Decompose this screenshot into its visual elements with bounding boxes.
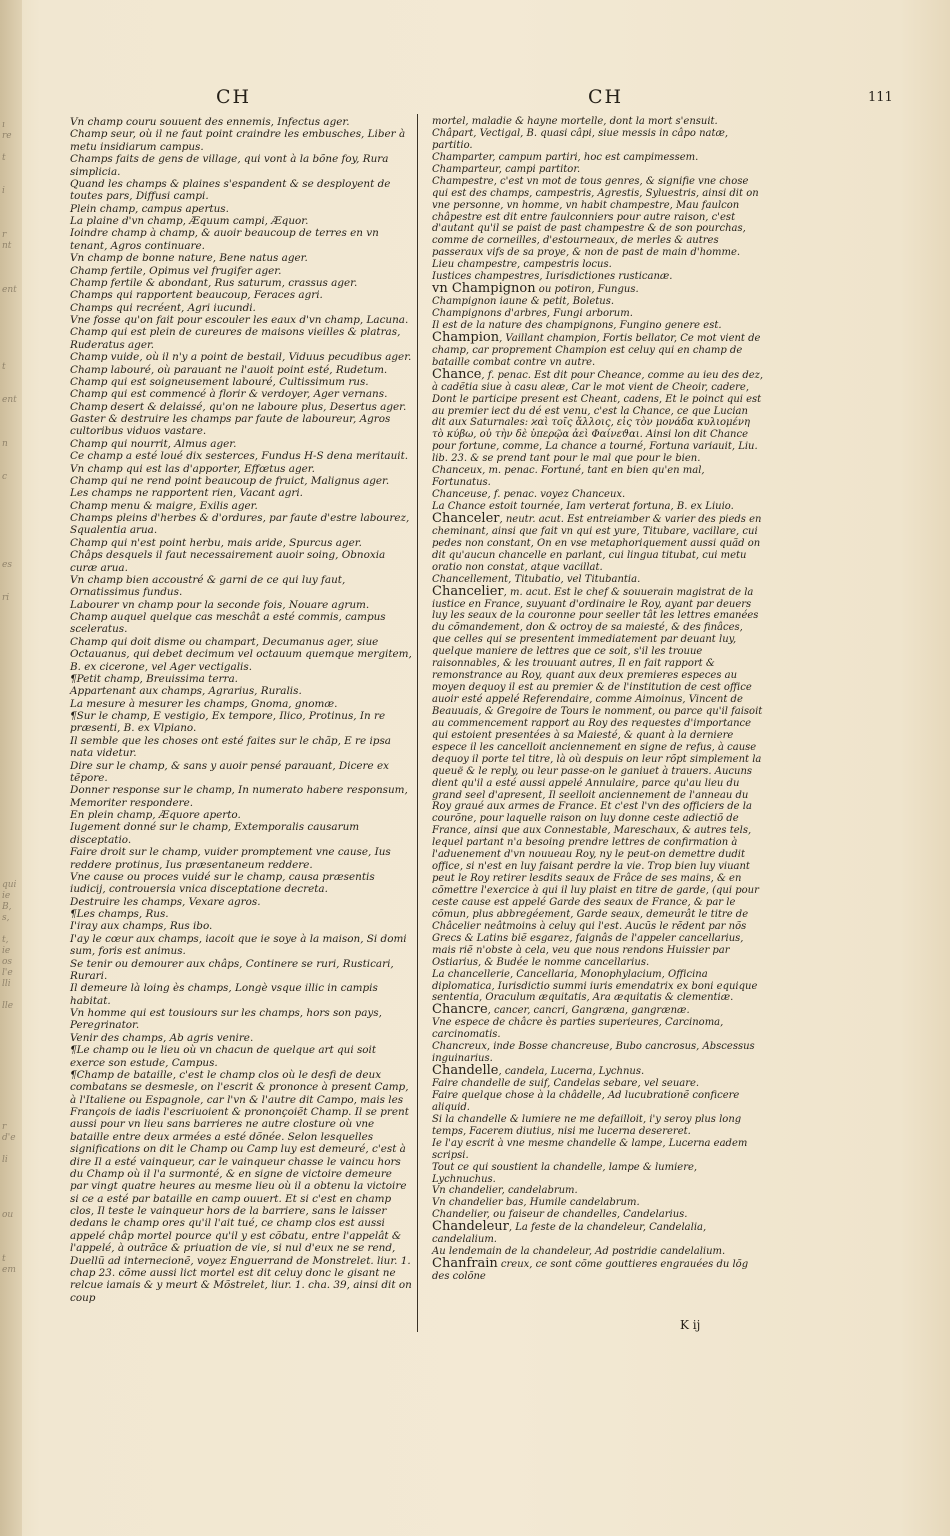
left-entry: Faire droit sur le champ, vuider promptement vne cause, Ius reddere protinus, Ius præsentaneum reddere. — [70, 846, 391, 871]
entry-text: Tout ce qui soustient la chandelle, lampe & lumiere, Lychnuchus. — [432, 1161, 698, 1185]
left-entry: Champ labouré, où parauant ne l'auoit point esté, Rudetum. — [70, 363, 388, 376]
entry-text: , Vaillant champion, Fortis bellator, Ce mot vient de champ, car proprement Champion est celuy qui en champ de bataille combat contre vn autre. — [432, 332, 761, 368]
entry-text: , cancer, cancri, Gangræna, gangrænæ. — [487, 1005, 690, 1017]
entry-text: Lieu champestre, campestris locus. — [432, 259, 612, 271]
left-entry: Ce champ a esté loué dix sesterces, Fundus H-S dena meritauit. — [70, 450, 409, 463]
left-entry: Champ qui est soigneusement labouré, Cultissimum rus. — [70, 375, 369, 388]
catchword — [680, 1318, 700, 1332]
right-entry — [432, 1197, 764, 1209]
page-number: 111 — [868, 90, 893, 105]
right-entry — [432, 1041, 764, 1065]
left-entry: Appartenant aux champs, Agrarius, Ruralis. — [70, 685, 302, 698]
entry-text: , neutr. acut. Est entreiamber & varier des pieds en cheminant, ainsi que fait vn qui est yure, Titubare, vacillare, cui pedes non constant, On en vse metaphoriquement aussi quãd on dit qu'aucun chancelle en parlant, cui lingua titubat, cui metu oratio non constat, atque vacillat. — [432, 513, 762, 573]
left-entry: ¶Le champ ou le lieu où vn chacun de quelque art qui soit exerce son estude, Campus. — [70, 1044, 377, 1069]
headword: Chancre — [432, 1002, 488, 1018]
left-entry: Iugement donné sur le champ, Extemporalis causarum disceptatio. — [70, 821, 360, 846]
entry-text: Chancreux, inde Bosse chancreuse, Bubo cancrosus, Abscessus inguinarius. — [432, 1041, 755, 1065]
entry-text: Chanceuse, f. penac. voyez Chanceux. — [432, 489, 626, 501]
left-entry: Donner response sur le champ, In numerato habere responsum, Memoriter respondere. — [70, 784, 408, 809]
running-head-right: CH — [588, 86, 624, 108]
entry-text: Il est de la nature des champignons, Fungino genere est. — [432, 319, 722, 331]
right-entry — [432, 128, 764, 152]
entry-text: Au lendemain de la chandeleur, Ad postridie candelalium. — [432, 1246, 726, 1258]
left-entry: Vn champ couru souuent des ennemis, Infectus ager. — [70, 116, 350, 128]
right-entry — [432, 164, 764, 176]
left-entry: La mesure à mesurer les champs, Gnoma, gnomæ. — [70, 697, 338, 710]
entry-text: Vn chandelier, candelabrum. — [432, 1185, 578, 1197]
left-entry: Champ qui ne rend point beaucoup de fruict, Malignus ager. — [70, 474, 390, 487]
left-entry: Destruire les champs, Vexare agros. — [70, 895, 261, 908]
left-entry: Champs qui recréent, Agri iucundi. — [70, 301, 256, 314]
facing-page-bleed-upper: ı re t i r nt ent t ent n c es ri — [2, 120, 17, 603]
right-entry — [432, 1185, 764, 1197]
left-entry: Châps desquels il faut necessairement auoir soing, Obnoxia curæ arua. — [70, 549, 386, 574]
left-entry: Vne cause ou proces vuidé sur le champ, causa præsentis iudicij, controuersia vnica disceptatione decreta. — [70, 870, 375, 896]
right-entry — [432, 1090, 764, 1114]
entry-text: Ie l'ay escrit à vne mesme chandelle & lampe, Lucerna eadem scripsi. — [432, 1137, 748, 1161]
right-entry — [432, 176, 764, 260]
left-entry: Labourer vn champ pour la seconde fois, Nouare agrum. — [70, 598, 370, 611]
left-entry: Champ qui nourrit, Almus ager. — [70, 437, 237, 450]
entry-text: , m. acut. Est le chef & souuerain magistrat de la iustice en France, suyuant d'ordinaire le Roy, ayant par deuers luy les seaux de la couronne pour seeller tât les lettres emanées du cõmandement, don & octroy de sa maiesté, & des finâces, que celles qui se presentent immediatement par deuant luy, quelque maniere de lettres que ce soit, s'il les trouue raisonnables, & les trouuant autres, Il en fait rapport & remonstrance au Roy, quant aux deux premieres especes au moyen dequoy il est au premier & de l'institution de cest office auoir esté appelé Referendaire, comme Aimoinus, Vincent de Beauuais, & Gregoire de Tours le nomment, ou parce qu'il faisoit au commencement rapport au Roy des requestes d'importance qui estoient presentées à sa Maiesté, & quant à la derniere espece il les cancelloit anciennement en signe de refus, à cause dequoy il porte tel titre, là où despuis on leur rõpt simplement la queuë & le reply, ou leur passe-on le ganiuet à trauers. Aucuns dient qu'il a esté aussi appelé Annulaire, parce qu'au lieu du grand seel d'apresent, Il seelloit anciennement de l'anneau du Roy graué aux armes de France. Et c'est l'vn des officiers de la courõne, pour laquelle raison on luy donne ceste adiectiõ de France, ainsi que aux Connestable, Mareschaux, & autres tels, lequel partant n'a besoing prendre lettres de confirmation à l'aduenement d'vn nouueau Roy, ny le peut-on demettre dudit office, si n'est en luy faisant perdre la vie. Trop bien luy viuant peut le Roy retirer lesdits seaux de Frâce de ses mains, & en cõmettre l'exercice à qui il luy plaist en titre de garde, (qui pour ceste cause est appelé Garde des seaux de France, & par le cõmun, plus abbregéement, Garde seaux, demeurât le titre de Châcelier neâtmoins à celuy qui l'est. Aucũs le rẽdent par nõs Grecs & Latins biẽ esgarez, faignâs de l'appeler cancellarius, mais riẽ n'obste à cela, veu que nous rendons Huissier par Ostiarius, & Budée le nomme cancellarius. — [432, 586, 763, 968]
entry-text: Châpart, Vectigal, B. quasi câpi, siue messis in câpo natæ, partitio. — [432, 127, 729, 151]
right-entry — [432, 1017, 764, 1041]
left-entry: Dire sur le champ, & sans y auoir pensé parauant, Dicere ex tẽpore. — [70, 759, 389, 784]
entry-text: Chandelier, ou faiseur de chandelles, Candelarius. — [432, 1209, 688, 1221]
right-entry — [432, 510, 764, 574]
left-entry: Champs faits de gens de village, qui vont à la bõne foy, Rura simplicia. — [70, 153, 389, 178]
left-entry: Venir des champs, Ab agris venire. — [70, 1031, 254, 1044]
left-entry: Champs qui rapportent beaucoup, Feraces agri. — [70, 289, 323, 302]
headword: Champion — [432, 329, 500, 345]
right-entry — [432, 583, 764, 969]
right-entry — [432, 1004, 764, 1017]
left-entry: Champ menu & maigre, Exilis ager. — [70, 499, 258, 512]
entry-text: Champestre, c'est vn mot de tous genres, & signifie vne chose qui est des champs, campestris, Agrestis, Syluestris, ainsi dit on vne personne, vn homme, vn habit champestre, Mau faulcon châpestre est dit entre faulconniers pour autre raison, c'est d'autant qu'il se paist de past champestre & de son pourchas, comme de corneilles, d'estourneaux, de merles & autres passeraux vifs de sa proye, & non de past de main d'homme. — [432, 175, 759, 259]
entry-text: creux, ce sont cõme gouttieres engrauées du lõg des colõne — [432, 1259, 749, 1282]
headword: Chanceler — [432, 510, 500, 526]
left-entry: Champ desert & delaissé, qu'on ne laboure plus, Desertus ager. — [70, 400, 407, 413]
right-entry — [432, 296, 764, 308]
right-entry — [432, 1114, 764, 1138]
entry-text: Iustices champestres, Iurisdictiones rusticanæ. — [432, 271, 673, 283]
right-entry — [432, 329, 764, 369]
right-entry — [432, 366, 764, 466]
left-entry: Champ vuide, où il n'y a point de bestail, Viduus pecudibus ager. — [70, 351, 412, 364]
entry-text: Faire chandelle de suif, Candelas sebare, vel seuare. — [432, 1078, 700, 1089]
left-entry: I'iray aux champs, Rus ibo. — [70, 920, 213, 933]
left-entry: Champ fertile, Opimus vel frugifer ager. — [70, 264, 282, 277]
right-entry — [432, 1221, 764, 1246]
entry-text: Chancellement, Titubatio, vel Titubantia. — [432, 573, 641, 585]
right-entry — [432, 1162, 764, 1186]
left-entry: Vn homme qui est tousiours sur les champs, hors son pays, Peregrinator. — [70, 1007, 382, 1032]
left-entry: Plein champ, campus apertus. — [70, 202, 229, 215]
right-entry — [432, 465, 764, 489]
left-entry: Il semble que les choses ont esté faites sur le chãp, E re ipsa nata videtur. — [70, 734, 391, 760]
left-entry: Champ qui n'est point herbu, mais aride, Spurcus ager. — [70, 536, 362, 549]
entry-text: Si la chandelle & lumiere ne me defailloit, i'y seroy plus long temps, Facerem diutius, nisi me lucerna desereret. — [432, 1113, 742, 1137]
left-entry: Se tenir ou demourer aux châps, Continere se ruri, Rusticari, Rurari. — [70, 957, 394, 982]
left-entry: ¶Champ de bataille, c'est le champ clos où le desfi de deux combatans se desmesle, on l'escrit & prononce à present Camp, à l'Italiene ou Espagnole, car l'vn & l'autre dit Campo, mais les François de iadis l'escriuoient & prononçoiẽt Champ. Il se prent aussi pour vn lieu sans barrieres ne autre closture où vne bataille entre deux armées a esté dõnée. Selon lesquelles significations on dit le Champ ou Camp luy est demeuré, c'est à dire Il a esté vainqueur, car le vainqueur chasse le vaincu hors du Champ où il l'a surmonté, & en signe de victoire demeure par vingt quatre heures au mesme lieu où il a obtenu la victoire si ce a esté par bataille en camp ouuert. Et si c'est en champ clos, Il teste le vainqueur hors de la barriere, sans le laisser dedans le champ ores qu'il l'ait tué, ce champ clos est aussi appelé châp mortel pource qu'il y est cõbatu, entre l'appelât & l'appelé, à outrãce & priuation de vie, si nul d'eux ne se rend, Duellũ ad internecionẽ, voyez Enguerrand de Monstrelet. liur. 1. chap 23. cõme aussi lict mortel est dit celuy donc le gisant ne relcue iamais & y meurt & Mõstrelet, liur. 1. cha. 39, ainsi dit on coup — [70, 1068, 412, 1304]
headword: Chance — [432, 366, 482, 382]
right-entry — [432, 259, 764, 271]
right-entry — [432, 1258, 764, 1283]
entry-text: mortel, maladie & hayne mortelle, dont la mort s'ensuit. — [432, 116, 718, 127]
right-entry — [432, 283, 764, 296]
entry-text: La Chance estoit tournée, Iam verterat fortuna, B. ex Liuio. — [432, 501, 734, 512]
left-entry: Ioindre champ à champ, & auoir beaucoup de terres en vn tenant, Agros continuare. — [70, 227, 379, 252]
entry-text: Vne espece de châcre ès parties superieures, Carcinoma, carcinomatis. — [432, 1017, 724, 1041]
right-entry — [432, 1065, 764, 1078]
left-entry: Champ fertile & abondant, Rus saturum, crassus ager. — [70, 276, 358, 289]
left-entry: Vn champ bien accoustré & garni de ce qui luy faut, Ornatissimus fundus. — [70, 573, 346, 599]
entry-text: Champarteur, campi partitor. — [432, 163, 581, 175]
column-rule — [417, 114, 418, 1332]
facing-page-bleed-lower: qui ie B, s, t, ie os l'e lli lle r d'e li ou t em — [2, 880, 17, 1275]
right-entry — [432, 152, 764, 164]
entry-text: Champarter, campum partiri, hoc est campimessem. — [432, 151, 699, 163]
headword: vn Champignon — [432, 281, 536, 297]
entry-text: , f. penac. Est dit pour Cheance, comme au ieu des dez, à cadẽtia siue à casu aleæ, Car le mot vient de Cheoir, cadere, Dont le participe present est Cheant, cadens, Et le poinct qui est au premier iect du dé est venu, c'est la Chance, ce que Lucian dit aux Saturnales: ϰαὶ τοῖς ἄλλοις, εἰς τὸν μονάδα κυλιομένη τὸ κύβω, οὐ τὴν δὲ ὑπερῷα ἀεὶ Φαίνεϑαι. Ainsi lon dit Chance pour fortune, comme, La chance a tourné, Fortuna variauit, Liu. lib. 23. & se prend tant pour le mal que pour le bien. — [432, 369, 764, 465]
left-entry: Vn champ de bonne nature, Bene natus ager. — [70, 252, 308, 265]
entry-text: Champignon iaune & petit, Boletus. — [432, 296, 615, 308]
left-entry: Vn champ qui est las d'apporter, Effœtus ager. — [70, 462, 315, 475]
entry-text: ou potiron, Fungus. — [535, 284, 639, 296]
left-entry: Champ qui est commencé à florir & verdoyer, Ager vernans. — [70, 388, 388, 401]
left-entry: Quand les champs & plaines s'espandent & se desployent de toutes pars, Diffusi campi. — [70, 177, 391, 203]
right-column — [432, 116, 764, 1283]
right-entry — [432, 116, 764, 128]
entry-text: Vn chandelier bas, Humile candelabrum. — [432, 1197, 640, 1209]
left-entry: Vne fosse qu'on fait pour escouler les eaux d'vn champ, Lacuna. — [70, 314, 409, 326]
entry-text: La chancellerie, Cancellaria, Monophylacium, Officina diplomatica, Iurisdictio summi iuris emendatrix ex boni equique sententia, Oraculum æquitatis, Ara æquitatis & clementiæ. — [432, 968, 758, 1004]
headword: Chancelier — [432, 583, 504, 599]
right-entry — [432, 1078, 764, 1090]
left-entry: Champ qui doit disme ou champart, Decumanus ager, siue Octauanus, qui debet decimum vel octauum quemque mergitem, B. ex cicerone, vel Ager vectigalis. — [70, 635, 412, 673]
right-entry — [432, 1138, 764, 1162]
left-entry: Les champs ne rapportent rien, Vacant agri. — [70, 487, 303, 500]
left-entry: I'ay le cœur aux champs, iacoit que ie soye à la maison, Si domi sum, foris est animus. — [70, 932, 407, 958]
running-head-left: CH — [216, 86, 252, 108]
left-entry: ¶Les champs, Rus. — [70, 908, 169, 920]
left-column — [70, 116, 412, 1304]
headword: Chanfrain — [432, 1256, 498, 1272]
left-entry: En plein champ, Æquore aperto. — [70, 809, 241, 821]
left-entry: Champs pleins d'herbes & d'ordures, par faute d'estre labourez, Squalentia arua. — [70, 512, 410, 537]
headword: Chandeleur — [432, 1219, 509, 1235]
left-entry: Champ auquel quelque cas meschât a esté commis, campus sceleratus. — [70, 611, 386, 636]
catchword-text: K ij — [680, 1318, 701, 1332]
left-entry: La plaine d'vn champ, Æquum campi, Æquor. — [70, 215, 309, 227]
right-entry — [432, 969, 764, 1005]
left-entry: Champ seur, où il ne faut point craindre les embusches, Liber à metu insidiarum campus. — [70, 128, 406, 153]
left-entry: Il demeure là loing ès champs, Longè vsque illic in campis habitat. — [70, 982, 378, 1007]
right-entry — [432, 308, 764, 320]
entry-text: Faire quelque chose à la châdelle, Ad lucubrationẽ conficere aliquid. — [432, 1089, 740, 1113]
left-entry: ¶Petit champ, Breuissima terra. — [70, 672, 238, 685]
right-entry — [432, 489, 764, 501]
left-entry: Gaster & destruire les champs par faute de laboureur, Agros cultoribus viduos vastare. — [70, 413, 391, 438]
entry-text: Champignons d'arbres, Fungi arborum. — [432, 308, 633, 319]
entry-text: Chanceux, m. penac. Fortuné, tant en bien qu'en mal, Fortunatus. — [432, 465, 705, 489]
left-entry: ¶Sur le champ, E vestigio, Ex tempore, Ilico, Protinus, In re præsenti, B. ex Vlpiano. — [70, 710, 386, 735]
left-entry: Champ qui est plein de cureures de maisons vieilles & platras, Ruderatus ager. — [70, 326, 401, 351]
headword: Chandelle — [432, 1063, 499, 1079]
entry-text: , La feste de la chandeleur, Candelalia, candelalium. — [432, 1222, 707, 1246]
entry-text: , candela, Lucerna, Lychnus. — [498, 1066, 645, 1078]
